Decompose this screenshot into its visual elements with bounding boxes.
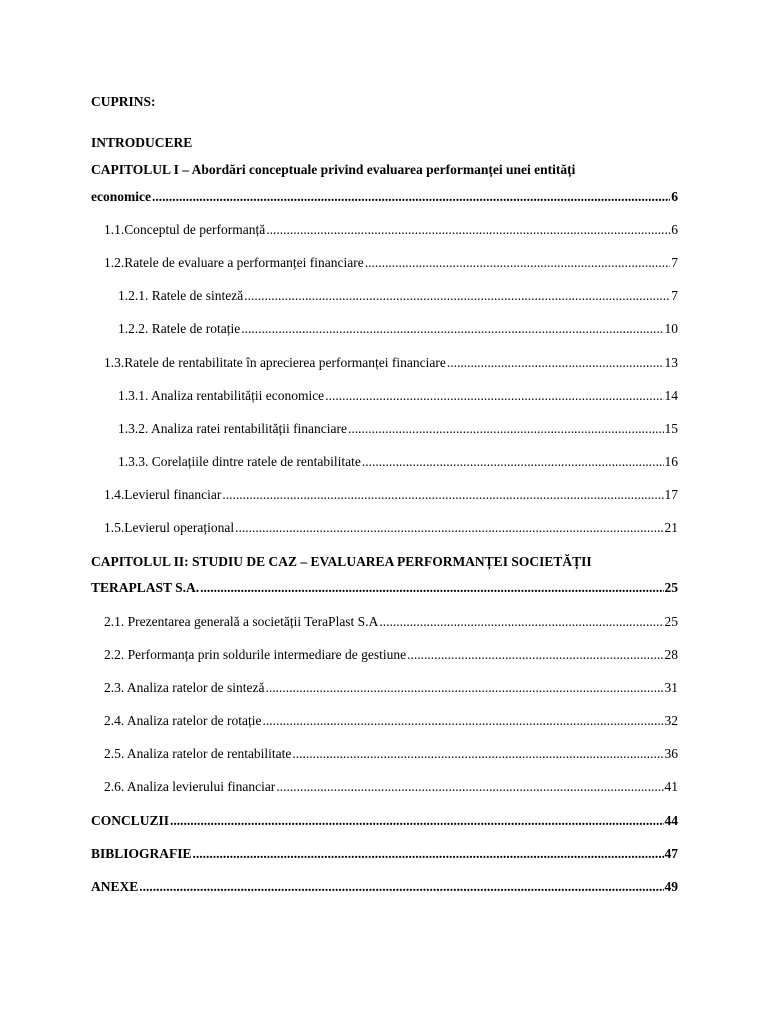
toc-entry-number: 1.1.	[104, 222, 125, 237]
leader-dots	[379, 614, 663, 630]
toc-conclusions[interactable]	[91, 813, 678, 833]
toc-entry-number: 1.2.	[104, 255, 125, 270]
toc-page-number: 6	[671, 222, 678, 237]
toc-entry-2-6[interactable]	[104, 779, 678, 799]
toc-entry-2-3[interactable]	[104, 680, 678, 700]
toc-entry-label: 1.2.1. Ratele de sinteză	[118, 288, 244, 303]
toc-entry-label: 1.3.3. Corelațiile dintre ratele de rentabilitate	[118, 454, 361, 469]
leader-dots	[200, 580, 663, 596]
toc-entry-label: 2.5. Analiza ratelor de rentabilitate	[104, 746, 292, 761]
toc-bibliography[interactable]	[91, 846, 678, 866]
toc-page-number: 47	[664, 846, 678, 861]
leader-dots	[266, 222, 670, 238]
toc-page-number: 25	[664, 580, 678, 595]
toc-entry-label: ANEXE	[91, 879, 139, 894]
toc-heading-text: CUPRINS:	[91, 94, 156, 109]
toc-entry-number: 1.4.	[104, 487, 125, 502]
toc-page-number: 31	[664, 680, 678, 695]
toc-entry-1-1[interactable]	[104, 222, 678, 242]
leader-dots	[265, 680, 663, 696]
leader-dots	[244, 288, 670, 304]
toc-entry-label: Levierul financiar	[124, 487, 222, 502]
toc-entry-1-2-2[interactable]	[118, 321, 678, 341]
leader-dots	[276, 779, 663, 795]
toc-heading	[91, 94, 678, 114]
leader-dots	[241, 321, 663, 337]
toc-entry-label: Conceptul de performanță	[124, 222, 266, 237]
toc-chapter1-title: CAPITOLUL I – Abordări conceptuale privind evaluarea performanței unei entități	[91, 162, 576, 177]
toc-entry-1-3-2[interactable]	[118, 421, 678, 441]
toc-intro[interactable]	[91, 135, 678, 155]
toc-entry-label: 2.2. Performanța prin soldurile intermediare de gestiune	[104, 647, 407, 662]
toc-entry-number: 1.5.	[104, 520, 125, 535]
toc-page-number: 25	[664, 614, 678, 629]
toc-entry-2-2[interactable]	[104, 647, 678, 667]
toc-entry-label: BIBLIOGRAFIE	[91, 846, 192, 861]
toc-page-number: 13	[664, 355, 678, 370]
toc-entry-label: 2.3. Analiza ratelor de sinteză	[104, 680, 265, 695]
toc-chapter2-line2[interactable]	[91, 580, 678, 600]
leader-dots	[292, 746, 663, 762]
toc-entry-label: 2.4. Analiza ratelor de rotație	[104, 713, 262, 728]
toc-page-number: 7	[671, 255, 678, 270]
leader-dots	[262, 713, 663, 729]
toc-entry-1-2[interactable]	[104, 255, 678, 275]
toc-entry-2-4[interactable]	[104, 713, 678, 733]
toc-page-number: 41	[664, 779, 678, 794]
toc-entry-1-2-1[interactable]	[118, 288, 678, 308]
toc-entry-number: 1.3.	[104, 355, 125, 370]
toc-entry-label: Ratele de evaluare a performanței financiare	[124, 255, 364, 270]
toc-page-number: 32	[664, 713, 678, 728]
toc-chapter2-title-cont: TERAPLAST S.A.	[91, 580, 200, 595]
toc-entry-1-3-3[interactable]	[118, 454, 678, 474]
toc-entry-1-4[interactable]	[104, 487, 678, 507]
toc-intro-label: INTRODUCERE	[91, 135, 193, 150]
toc-chapter1-title-cont: economice	[91, 189, 151, 204]
toc-page-number: 28	[664, 647, 678, 662]
leader-dots	[362, 454, 664, 470]
toc-entry-2-1[interactable]	[104, 614, 678, 634]
toc-page-number: 14	[664, 388, 678, 403]
leader-dots	[139, 879, 663, 895]
leader-dots	[348, 421, 663, 437]
toc-entry-1-3[interactable]	[104, 355, 678, 375]
toc-chapter1-line1[interactable]	[91, 162, 678, 178]
toc-entry-label: Levierul operațional	[124, 520, 235, 535]
toc-entry-1-5[interactable]	[104, 520, 678, 540]
toc-chapter2-title: CAPITOLUL II: STUDIU DE CAZ – EVALUAREA PERFORMANȚEI SOCIETĂȚII	[91, 554, 592, 569]
toc-entry-1-3-1[interactable]	[118, 388, 678, 408]
toc-entry-2-5[interactable]	[104, 746, 678, 766]
leader-dots	[365, 255, 671, 271]
leader-dots	[152, 189, 670, 205]
leader-dots	[222, 487, 663, 503]
toc-page-number: 21	[664, 520, 678, 535]
toc-page-number: 7	[671, 288, 678, 303]
toc-entry-label: 1.3.1. Analiza rentabilității economice	[118, 388, 325, 403]
toc-page-number: 44	[664, 813, 678, 828]
leader-dots	[325, 388, 663, 404]
toc-annexes[interactable]	[91, 879, 678, 899]
toc-page-number: 49	[664, 879, 678, 894]
leader-dots	[407, 647, 663, 663]
toc-entry-label: 2.1. Prezentarea generală a societății TeraPlast S.A	[104, 614, 379, 629]
toc-chapter1-line2[interactable]	[91, 189, 678, 209]
leader-dots	[447, 355, 664, 371]
toc-entry-label: 1.2.2. Ratele de rotație	[118, 321, 241, 336]
toc-entry-label: Ratele de rentabilitate în aprecierea performanței financiare	[124, 355, 446, 370]
toc-page-number: 15	[664, 421, 678, 436]
toc-page-number: 6	[671, 189, 678, 204]
leader-dots	[193, 846, 664, 862]
toc-chapter2-line1[interactable]	[91, 554, 678, 570]
toc-page-number: 17	[664, 487, 678, 502]
toc-entry-label: 1.3.2. Analiza ratei rentabilității financiare	[118, 421, 348, 436]
toc-page-number: 36	[664, 746, 678, 761]
toc-page-number: 10	[664, 321, 678, 336]
toc-page-number: 16	[664, 454, 678, 469]
leader-dots	[235, 520, 663, 536]
toc-entry-label: 2.6. Analiza levierului financiar	[104, 779, 276, 794]
leader-dots	[170, 813, 663, 829]
toc-entry-label: CONCLUZII	[91, 813, 170, 828]
